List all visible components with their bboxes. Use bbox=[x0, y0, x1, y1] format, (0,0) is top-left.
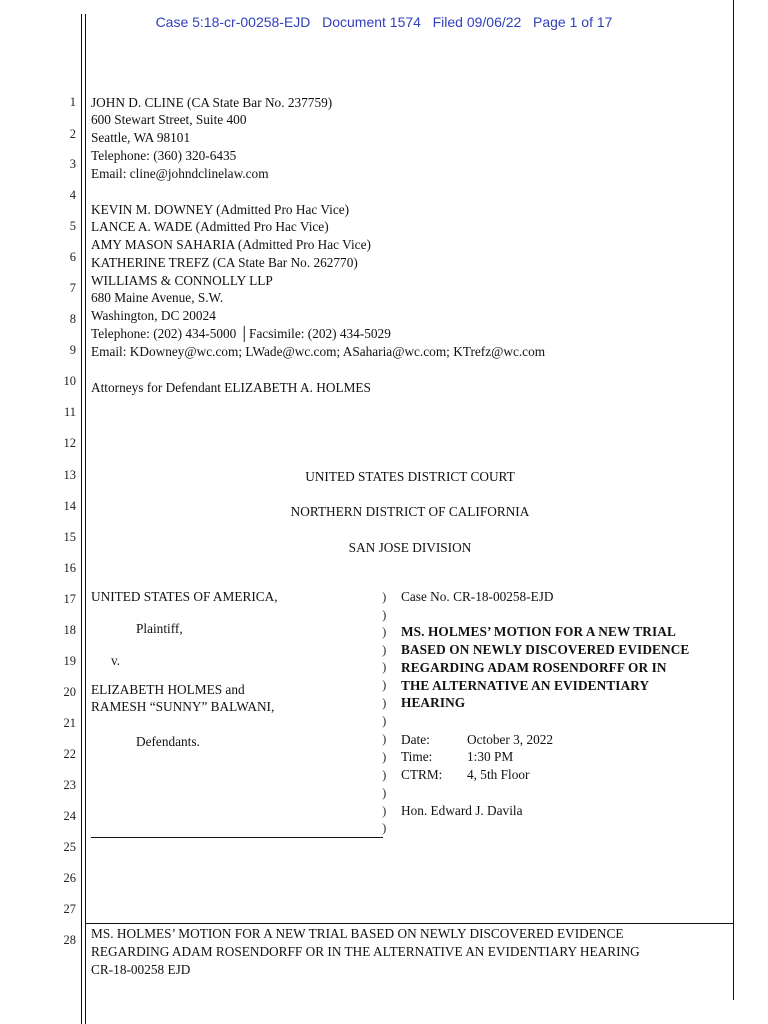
line-number: 14 bbox=[63, 499, 76, 513]
counsel-line: KEVIN M. DOWNEY (Admitted Pro Hac Vice) bbox=[91, 202, 350, 217]
motion-title-line: REGARDING ADAM ROSENDORFF OR IN bbox=[401, 660, 667, 675]
hearing-date-value: October 3, 2022 bbox=[467, 732, 554, 747]
line-number: 23 bbox=[63, 778, 76, 792]
filed-date: Filed 09/06/22 bbox=[432, 14, 522, 30]
counsel-line: LANCE A. WADE (Admitted Pro Hac Vice) bbox=[91, 219, 329, 234]
hearing-time-value: 1:30 PM bbox=[467, 749, 514, 764]
caption-bracket: ) bbox=[382, 731, 387, 746]
counsel-line: KATHERINE TREFZ (CA State Bar No. 262770) bbox=[91, 255, 358, 270]
caption-bracket: ) bbox=[382, 607, 387, 622]
court-division: SAN JOSE DIVISION bbox=[348, 540, 472, 555]
line-number: 15 bbox=[63, 530, 76, 544]
line-number: 1 bbox=[69, 95, 76, 109]
judge-name: Hon. Edward J. Davila bbox=[401, 803, 523, 818]
line-number: 3 bbox=[69, 157, 76, 171]
caption-bracket: ) bbox=[382, 767, 387, 782]
line-number: 25 bbox=[63, 840, 76, 854]
caption-bracket: ) bbox=[382, 803, 387, 818]
motion-title-line: BASED ON NEWLY DISCOVERED EVIDENCE bbox=[401, 642, 690, 657]
counsel-phone-fax: Telephone: (202) 434-5000 │Facsimile: (202) 434-5029 bbox=[91, 326, 391, 341]
left-margin-rule-inner bbox=[85, 14, 86, 1024]
line-number: 18 bbox=[63, 623, 76, 637]
motion-title-line: MS. HOLMES’ MOTION FOR A NEW TRIAL bbox=[401, 624, 676, 639]
counsel-email[interactable]: Email: cline@johndclinelaw.com bbox=[91, 166, 269, 181]
line-number: 10 bbox=[63, 374, 76, 388]
court-district: NORTHERN DISTRICT OF CALIFORNIA bbox=[290, 504, 530, 519]
court-name: UNITED STATES DISTRICT COURT bbox=[305, 469, 515, 484]
line-number: 8 bbox=[69, 312, 76, 326]
right-margin-rule bbox=[733, 0, 734, 1000]
counsel-line: 600 Stewart Street, Suite 400 bbox=[91, 112, 247, 127]
line-number: 5 bbox=[69, 219, 76, 233]
line-number: 16 bbox=[63, 561, 76, 575]
case-number-header: Case 5:18-cr-00258-EJD bbox=[155, 14, 311, 30]
counsel-line: 680 Maine Avenue, S.W. bbox=[91, 290, 224, 305]
line-number: 9 bbox=[69, 343, 76, 357]
line-number: 21 bbox=[63, 716, 76, 730]
caption-bracket: ) bbox=[382, 749, 387, 764]
defendant-name-2: RAMESH “SUNNY” BALWANI, bbox=[91, 699, 275, 714]
footer-case-number: CR-18-00258 EJD bbox=[91, 962, 191, 977]
versus: v. bbox=[111, 653, 121, 668]
defendant-name-1: ELIZABETH HOLMES and bbox=[91, 682, 245, 697]
line-number: 7 bbox=[69, 281, 76, 295]
counsel-line: Seattle, WA 98101 bbox=[91, 130, 191, 145]
line-number: 11 bbox=[63, 405, 76, 419]
line-number: 28 bbox=[63, 933, 76, 947]
line-number: 22 bbox=[63, 747, 76, 761]
line-number: 4 bbox=[69, 188, 76, 202]
line-number: 20 bbox=[63, 685, 76, 699]
counsel-line: JOHN D. CLINE (CA State Bar No. 237759) bbox=[91, 95, 333, 110]
hearing-time-label: Time: bbox=[401, 749, 433, 764]
left-margin-rule-outer bbox=[81, 14, 82, 1024]
plaintiff-role: Plaintiff, bbox=[136, 621, 183, 636]
caption-bracket: ) bbox=[382, 677, 387, 692]
line-number: 13 bbox=[63, 468, 76, 482]
footer-title-line-2: REGARDING ADAM ROSENDORFF OR IN THE ALTERNATIVE AN EVIDENTIARY HEARING bbox=[91, 944, 640, 959]
line-number: 27 bbox=[63, 902, 76, 916]
footer-title-line-1: MS. HOLMES’ MOTION FOR A NEW TRIAL BASED ON NEWLY DISCOVERED EVIDENCE bbox=[91, 926, 624, 941]
courtroom-label: CTRM: bbox=[401, 767, 443, 782]
line-number: 24 bbox=[63, 809, 76, 823]
motion-title-line: THE ALTERNATIVE AN EVIDENTIARY bbox=[401, 678, 650, 693]
hearing-date-label: Date: bbox=[401, 732, 430, 747]
line-number: 2 bbox=[69, 127, 76, 141]
filing-header bbox=[0, 14, 768, 30]
caption-bracket: ) bbox=[382, 659, 387, 674]
case-number: Case No. CR-18-00258-EJD bbox=[401, 589, 554, 604]
defendant-role: Defendants. bbox=[136, 734, 200, 749]
caption-bracket: ) bbox=[382, 589, 387, 604]
counsel-line: WILLIAMS & CONNOLLY LLP bbox=[91, 273, 273, 288]
caption-bracket: ) bbox=[382, 624, 387, 639]
line-number: 26 bbox=[63, 871, 76, 885]
page-indicator: Page 1 of 17 bbox=[533, 14, 613, 30]
line-number: 17 bbox=[63, 592, 76, 606]
caption-underline bbox=[91, 837, 383, 838]
line-number: 19 bbox=[63, 654, 76, 668]
counsel-line: Telephone: (360) 320-6435 bbox=[91, 148, 237, 163]
document-number: Document 1574 bbox=[322, 14, 421, 30]
attorneys-for: Attorneys for Defendant ELIZABETH A. HOLMES bbox=[91, 380, 371, 395]
caption-bracket: ) bbox=[382, 695, 387, 710]
courtroom-value: 4, 5th Floor bbox=[467, 767, 530, 782]
caption-bracket: ) bbox=[382, 820, 387, 835]
counsel-line: Washington, DC 20024 bbox=[91, 308, 216, 323]
counsel-line: AMY MASON SAHARIA (Admitted Pro Hac Vice) bbox=[91, 237, 371, 252]
motion-title-line: HEARING bbox=[401, 695, 466, 710]
line-number: 6 bbox=[69, 250, 76, 264]
caption-bracket: ) bbox=[382, 713, 387, 728]
plaintiff-name: UNITED STATES OF AMERICA, bbox=[91, 589, 278, 604]
line-number: 12 bbox=[63, 436, 76, 450]
caption-bracket: ) bbox=[382, 785, 387, 800]
caption-bracket: ) bbox=[382, 642, 387, 657]
counsel-emails[interactable]: Email: KDowney@wc.com; LWade@wc.com; ASaharia@wc.com; KTrefz@wc.com bbox=[91, 344, 546, 359]
footer-rule bbox=[85, 923, 733, 924]
